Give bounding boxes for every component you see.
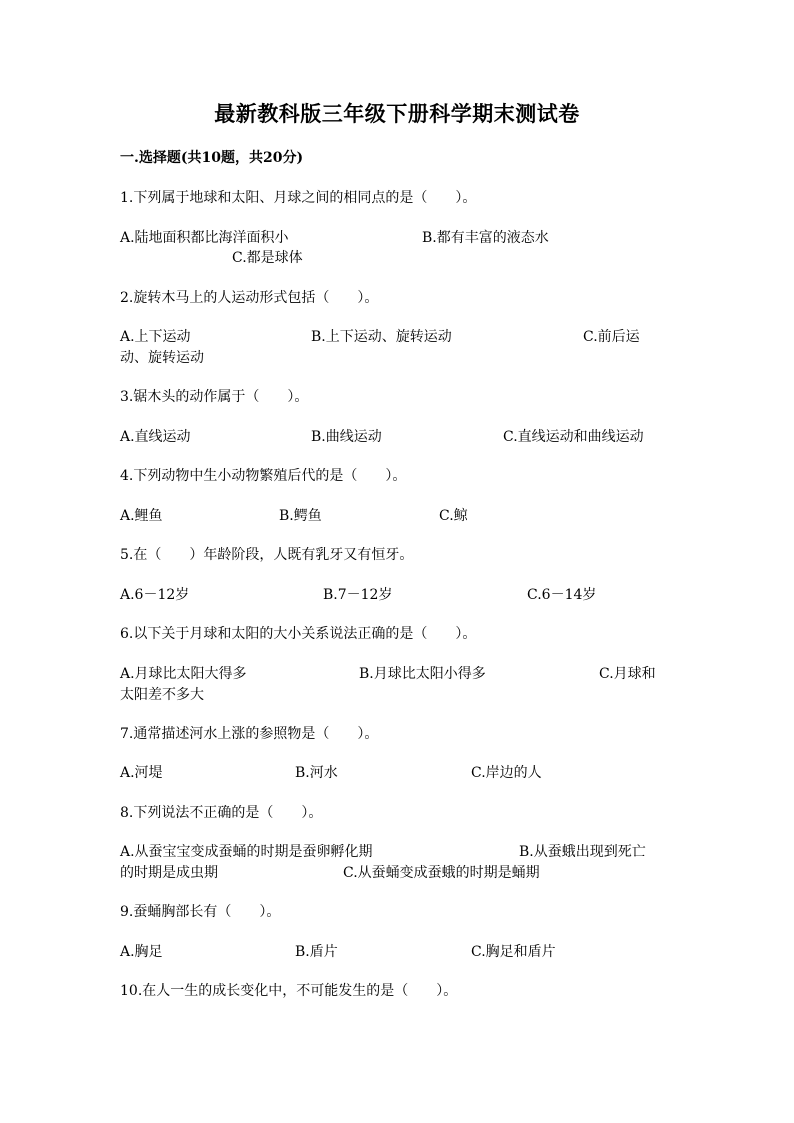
q3-option-c: C.直线运动和曲线运动 [503, 429, 644, 445]
question-1: 1.下列属于地球和太阳、月球之间的相同点的是（ ）。 [120, 190, 477, 206]
q3-option-b: B.曲线运动 [311, 429, 382, 445]
q7-option-a: A.河堤 [120, 765, 163, 781]
q2-option-c: C.前后运 [583, 329, 640, 345]
q4-option-a: A.鲤鱼 [120, 508, 163, 524]
q6-option-c-cont: 太阳差不多大 [120, 687, 204, 703]
q1-option-b: B.都有丰富的液态水 [422, 230, 549, 246]
q2-option-a: A.上下运动 [120, 329, 191, 345]
q7-option-c: C.岸边的人 [471, 765, 542, 781]
section-heading: 一.选择题(共10题，共20分) [120, 150, 304, 166]
q3-option-a: A.直线运动 [120, 429, 191, 445]
q4-option-c: C.鲸 [439, 508, 468, 524]
question-3: 3.锯木头的动作属于（ ）。 [120, 389, 309, 405]
question-4: 4.下列动物中生小动物繁殖后代的是（ ）。 [120, 468, 407, 484]
q2-option-c-cont: 动、旋转运动 [120, 350, 204, 366]
q9-option-a: A.胸足 [120, 944, 163, 960]
q2-option-b: B.上下运动、旋转运动 [311, 329, 452, 345]
question-7: 7.通常描述河水上涨的参照物是（ ）。 [120, 726, 379, 742]
question-2: 2.旋转木马上的人运动形式包括（ ）。 [120, 290, 379, 306]
question-10: 10.在人一生的成长变化中，不可能发生的是（ ）。 [120, 983, 458, 999]
q5-option-b: B.7－12岁 [323, 587, 393, 603]
q9-option-c: C.胸足和盾片 [471, 944, 556, 960]
q5-option-a: A.6－12岁 [120, 587, 190, 603]
question-6: 6.以下关于月球和太阳的大小关系说法正确的是（ ）。 [120, 626, 477, 642]
q1-option-c: C.都是球体 [232, 250, 303, 266]
q8-option-b-cont: 的时期是成虫期 [120, 865, 218, 881]
q1-option-a: A.陆地面积都比海洋面积小 [120, 230, 289, 246]
q7-option-b: B.河水 [295, 765, 338, 781]
q8-option-b: B.从蚕蛾出现到死亡 [519, 844, 646, 860]
q6-option-a: A.月球比太阳大得多 [120, 666, 247, 682]
q5-option-c: C.6－14岁 [527, 587, 597, 603]
question-8: 8.下列说法不正确的是（ ）。 [120, 805, 323, 821]
question-9: 9.蚕蛹胸部长有（ ）。 [120, 904, 281, 920]
question-5: 5.在（ ）年龄阶段，人既有乳牙又有恒牙。 [120, 547, 414, 563]
q4-option-b: B.鳄鱼 [279, 508, 322, 524]
q6-option-b: B.月球比太阳小得多 [359, 666, 486, 682]
q8-option-c: C.从蚕蛹变成蚕蛾的时期是蛹期 [343, 865, 540, 881]
q8-option-a: A.从蚕宝宝变成蚕蛹的时期是蚕卵孵化期 [120, 844, 373, 860]
q6-option-c: C.月球和 [599, 666, 656, 682]
page-title: 最新教科版三年级下册科学期末测试卷 [214, 101, 580, 126]
q9-option-b: B.盾片 [295, 944, 338, 960]
